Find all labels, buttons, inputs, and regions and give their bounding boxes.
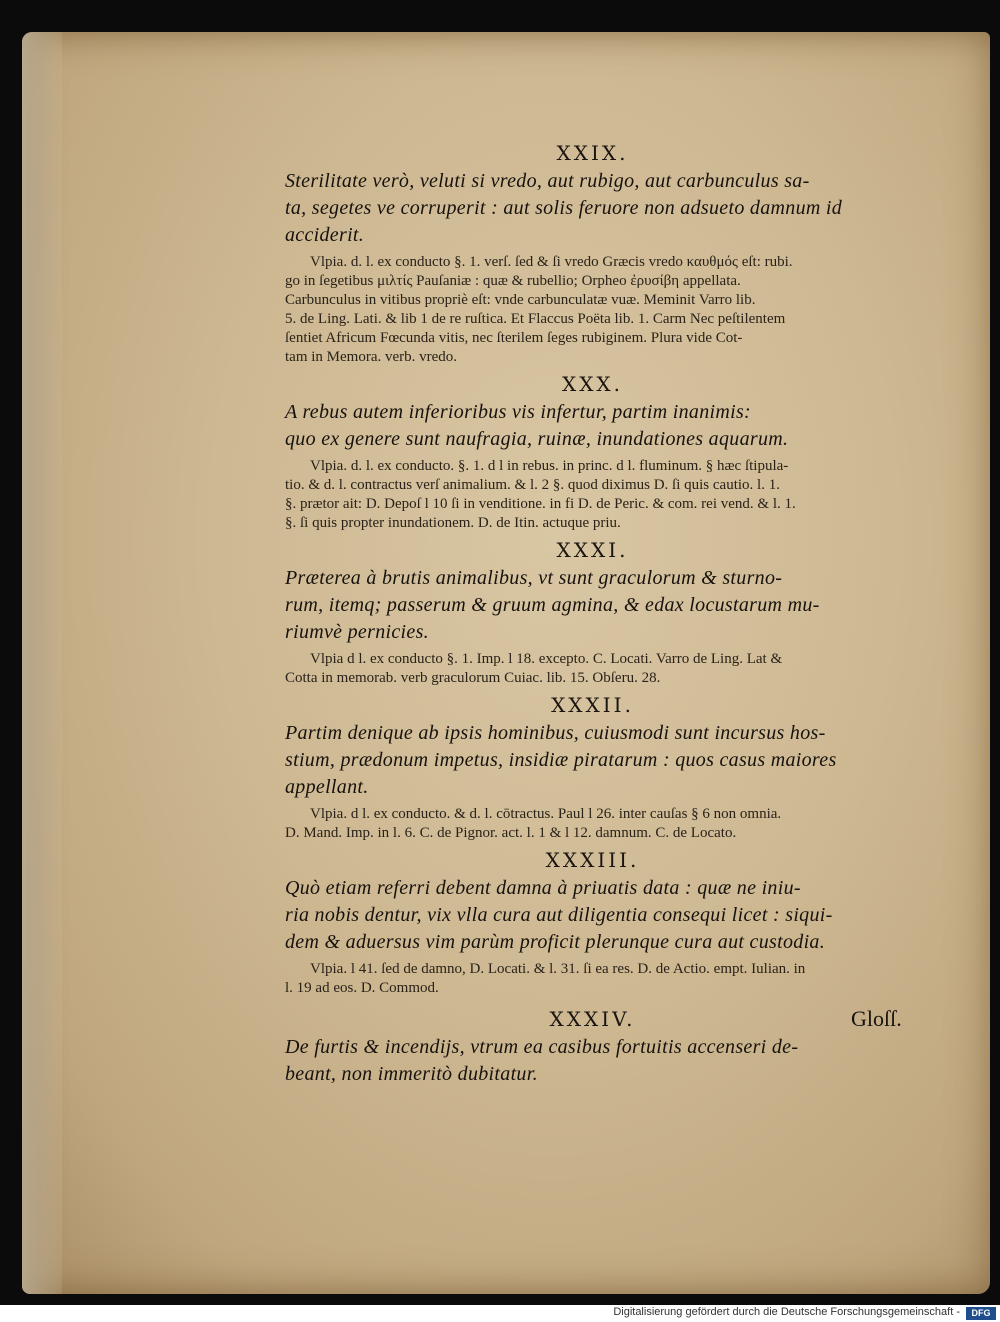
note-line: Cotta in memorab. verb graculorum Cuiac. lib. 15. Obſeru. 28. — [285, 670, 661, 686]
section-note — [285, 805, 900, 843]
text-line: riumvè pernicies. — [285, 621, 429, 643]
section-29 — [285, 140, 900, 367]
note-line: ſentiet Africum Fœcunda vitis, nec ſterilem ſeges rubiginem. Plura vide Cot- — [285, 330, 743, 346]
note-line: D. Mand. Imp. in l. 6. C. de Pignor. act. l. 1 & l 12. damnum. C. de Locato. — [285, 825, 737, 841]
text-line: ta, segetes ve corruperit : aut solis feruore non adsueto damnum id — [285, 197, 843, 219]
section-number: XXXIV. — [549, 1007, 636, 1031]
note-line: l. 19 ad eos. D. Commod. — [285, 980, 439, 996]
dfg-logo-icon[interactable]: DFG — [966, 1307, 996, 1320]
text-line: appellant. — [285, 776, 369, 798]
section-text — [285, 1034, 900, 1088]
note-line: §. prætor ait: D. Depoſ l 10 ſi in venditione. in fi D. de Peric. & com. rei vend. & l. 1. — [285, 496, 796, 512]
text-line: Præterea à brutis animalibus, vt sunt graculorum & sturno- — [285, 567, 783, 589]
note-line: Vlpia. d l. ex conducto. & d. l. cōtractus. Paul l 26. inter cauſas § 6 non omnia. — [310, 806, 782, 822]
text-line: Partim denique ab ipsis hominibus, cuiusmodi sunt incursus hos- — [285, 722, 826, 744]
text-line: A rebus autem inferioribus vis infertur, partim inanimis: — [285, 401, 751, 423]
section-number: XXXI. — [556, 538, 629, 562]
catchword: Gloſſ. — [851, 1006, 902, 1031]
note-line: 5. de Ling. Lati. & lib 1 de re ruſtica. Et Flaccus Poëta lib. 1. Carm Nec peſtilentem — [285, 311, 786, 327]
text-line: Quò etiam referri debent damna à priuatis data : quæ ne iniu- — [285, 877, 801, 899]
note-line: tam in Memora. verb. vredo. — [285, 349, 458, 365]
section-text — [285, 720, 900, 801]
note-line: Vlpia. l 41. ſed de damno, D. Locati. & l. 31. ſi ea res. D. de Actio. empt. Iulian. in — [310, 961, 806, 977]
section-number: XXXIII. — [545, 848, 640, 872]
text-line: rum, itemq; passerum & gruum agmina, & edax locustarum mu- — [285, 594, 820, 616]
section-number: XXIX. — [556, 141, 629, 165]
note-line: go in ſegetibus μιλτίς Pauſaniæ : quæ & rubellio; Orpheo ἐρυσίβη appellata. — [285, 273, 741, 289]
section-text — [285, 875, 900, 956]
text-line: ria nobis dentur, vix vlla cura aut diligentia consequi licet : siqui- — [285, 904, 833, 926]
note-line: Vlpia d l. ex conducto §. 1. Imp. l 18. excepto. C. Locati. Varro de Ling. Lat & — [310, 651, 783, 667]
section-33 — [285, 847, 900, 998]
text-line: De furtis & incendijs, vtrum ea casibus fortuitis accenseri de- — [285, 1036, 799, 1058]
section-note — [285, 457, 900, 533]
section-text — [285, 168, 900, 249]
footer-credit: Digitalisierung gefördert durch die Deutsche Forschungsgemeinschaft - — [613, 1306, 960, 1318]
note-line: Carbunculus in vitibus propriè eſt: vnde carbunculatæ vuæ. Meminit Varro lib. — [285, 292, 756, 308]
section-30 — [285, 371, 900, 533]
footer-bar — [0, 1305, 1000, 1322]
section-text — [285, 399, 900, 453]
note-line: Vlpia. d. l. ex conducto §. 1. verſ. ſed & ſi vredo Græcis vredo καυθμός eſt: rubi. — [310, 254, 793, 270]
note-line: §. ſi quis propter inundationem. D. de Itin. actuque priu. — [285, 515, 621, 531]
text-line: dem & aduersus vim parùm proficit plerunque cura aut custodia. — [285, 931, 826, 953]
text-line: quo ex genere sunt naufragia, ruinæ, inundationes aquarum. — [285, 428, 789, 450]
note-line: tio. & d. l. contractus verſ animalium. & l. 2 §. quod diximus D. ſi quis cautio. l. 1. — [285, 477, 780, 493]
text-line: Sterilitate verò, veluti si vredo, aut rubigo, aut carbunculus sa- — [285, 170, 810, 192]
note-line: Vlpia. d. l. ex conducto. §. 1. d l in rebus. in princ. d l. fluminum. § hæc ſtipula- — [310, 458, 789, 474]
text-line: beant, non immeritò dubitatur. — [285, 1063, 538, 1085]
text-line: stium, prædonum impetus, insidiæ piratarum : quos casus maiores — [285, 749, 837, 771]
section-note — [285, 960, 900, 998]
section-34 — [285, 1006, 900, 1088]
text-line: acciderit. — [285, 224, 365, 246]
section-note — [285, 253, 900, 367]
section-31 — [285, 537, 900, 688]
section-number: XXXII. — [551, 693, 634, 717]
section-number: XXX. — [561, 372, 624, 396]
page-body — [285, 138, 900, 1092]
section-32 — [285, 692, 900, 843]
section-text — [285, 565, 900, 646]
section-note — [285, 650, 900, 688]
